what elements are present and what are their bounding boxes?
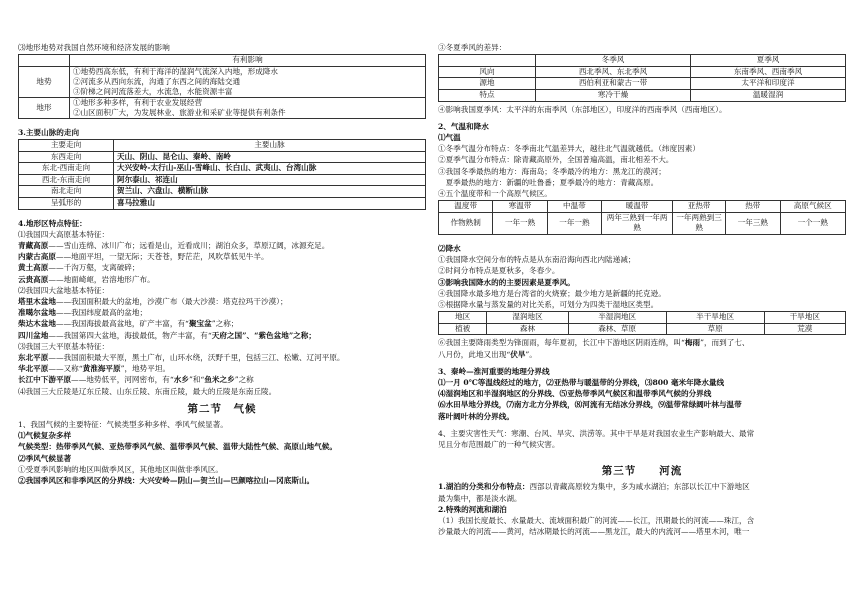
left-column [18,42,426,602]
zone-header: 暖温带 [602,201,673,213]
temperature-line: ①冬季气温分布特点：冬季南北气温差异大，越往北气温就越低。（纬度因素） [438,144,700,154]
zone-cell: 一年一熟 [493,212,547,234]
terrain-impact-item: ③阶梯之间河流落差大，水流急，水能资源丰富 [73,86,233,96]
precip-line: ⑤根据降水量与蒸发量的对比关系，可划分为四类干湿地区类型。 [438,300,659,309]
plateau-line: 云贵高原——地面崎岖，岩溶地形广布。 [18,274,155,284]
temperature-line: ④五个温度带和一个高原气候区。 [438,189,552,198]
terrain-impact-item: ①地形多种多样，有利于农业发展经营 [73,97,203,107]
monsoon-cell: 温暖湿润 [691,89,846,101]
terrain-impact-label: 地势 [19,66,70,97]
monsoon-row-label: 源地 [439,78,536,90]
rivers-section-title: 第三节 河流 [601,465,683,478]
zone-cell: 一年一熟 [547,212,601,234]
monsoon-header: 冬季风 [536,55,691,67]
temp-precip-heading: 2、气温和降水 [438,121,489,131]
terrain-impact-item: ②山区面积广大，为发展林业、旅游业和采矿业等提供有利条件 [73,107,286,117]
mountains-cell: 大兴安岭-太行山-巫山-雪峰山、长白山、武夷山、台湾山脉 [114,163,426,175]
mountains-table [18,139,426,210]
precip-line: ①我国降水空间分布的特点是从东南沿海向西北内陆递减； [438,255,636,265]
zone-header: 温度带 [439,201,493,213]
rivers-line: 沙量最大的河流——黄河，结冰期最长的河流——黑龙江，最大的内流河——塔里木河，唯一 [438,527,750,537]
zone-cell: 一年三熟 [726,212,780,234]
drywet-cell: 森林、草原 [568,323,666,335]
temperature-heading: ⑴气温 [438,132,461,142]
plateau-line: 内蒙古高原——地面平坦，一望无际；天苍苍，野茫茫，风吹草低见牛羊。 [18,252,269,262]
mountains-cell: 喜马拉雅山 [114,197,426,209]
climate-main-features: 1、我国气候的主要特征：气候类型多种多样、季风气候显著。 [18,420,228,430]
drywet-header: 地区 [439,312,487,324]
plain-line: 长江中下游平原——地势低平，河网密布，有“水乡”和“鱼米之乡”之称 [18,375,254,385]
plateau-line: 青藏高原——雪山连绵、冰川广布；远看是山，近看成川；湖泊众多，草原辽阔，冰源充足。 [18,240,330,250]
monsoon-row-label: 特点 [439,89,536,101]
zone-header: 高原气候区 [780,201,846,213]
qinling-line: ⑴一月 0℃等温线经过的地方，⑵亚热带与暖温带的分界线，⑶800 毫米年降水量线 [438,378,725,387]
climate-diverse-heading: ⑴气候复杂多样 [18,431,72,441]
lakes-line: 1.湖泊的分类和分布特点：西部以青藏高原较为集中，多为咸水湖泊；东部以长江中下游地区 [438,482,750,492]
basin-line: 四川盆地——我国第四大盆地，海拔最低，物产丰富，有“天府之国”、“紫色盆地”之称； [18,330,316,340]
temperature-zone-table [438,200,846,235]
monsoon-header: 夏季风 [691,55,846,67]
disaster-line: 见且分布范围最广的一种气候灾害。 [438,440,560,450]
terrain-impact-header: 有利影响 [70,55,426,67]
monsoon-line: ②我国季风区和非季风区的分界线：大兴安岭—阴山—贺兰山—巴颜喀拉山—冈底斯山。 [18,476,315,486]
plain-line: 东北平原——我国面积最大平原，黑土广布，山环水绕，沃野千里，包括三江、松嫩、辽河平原。 [18,353,345,362]
dry-wet-table [438,311,846,335]
drywet-cell: 森林 [487,323,568,335]
terrain-impact-item: ①地势西高东低，有利于海洋的湿润气流深入内地，形成降水 [73,66,279,76]
qinling-heading: 3、秦岭—淮河重要的地理分界线 [438,366,550,376]
monsoon-cell: 寒冷干燥 [536,89,691,101]
direction-cell: 西北-东南走向 [19,174,114,186]
terrain-impact-label: 地形 [19,97,70,118]
drywet-header: 半干旱地区 [666,312,764,324]
monsoon-line: ①受夏季风影响的地区叫做季风区，其他地区叫做非季风区。 [18,464,224,474]
drywet-cell: 植被 [439,323,487,335]
terrain-impact-item: ②河流多从西向东流，沟通了东西之间的海陆交通 [73,76,241,86]
zone-header: 中温带 [547,201,601,213]
monsoon-cell: 太平洋和印度洋 [691,78,846,90]
plateau-intro: ⑴我国四大高原基本特征： [18,229,110,239]
zone-cell: 一年两熟到三熟 [673,212,726,234]
drywet-cell: 荒漠 [764,323,845,335]
monsoon-row-label: 风向 [439,66,536,78]
basin-intro: ⑵我国四大盆地基本特征： [18,285,110,295]
mountains-cell: 天山、阴山、昆仑山、秦岭、南岭 [114,151,426,163]
direction-cell: 东西走向 [19,151,114,163]
temperature-line: ②夏季气温分布特点：除青藏高原外，全国普遍高温，南北相差不大。 [438,155,674,165]
monsoon-heading: ⑵季风气候显著 [18,453,72,463]
zone-cell: 一个一熟 [780,212,846,234]
drywet-cell: 草原 [666,323,764,335]
terrain-impact-table [18,54,426,119]
lakes-line: 最为集中，都是淡水湖。 [438,493,522,503]
disaster-line: 4、主要灾害性天气：寒潮、台风、旱灾、洪涝等。其中干旱是对我国农业生产影响最大、最常 [438,428,755,438]
plateau-line: 黄土高原——千沟万壑，支离破碎； [18,263,140,273]
direction-cell: 南北走向 [19,186,114,198]
mountains-heading: 3.主要山脉的走向 [18,127,80,137]
drywet-header: 半湿润地区 [568,312,666,324]
precip-line: ③影响我国降水的的主要因素是夏季风。 [438,277,575,287]
temperature-line: 夏季最热的地方：新疆的吐鲁番；夏季最冷的地方：青藏高原。 [438,177,659,187]
drywet-header: 干旱地区 [764,312,845,324]
hills-line: ⑷我国三大丘陵是辽东丘陵、山东丘陵、东南丘陵，最大的丘陵是东南丘陵。 [18,386,277,396]
summer-monsoon-line: ④影响我国夏季风：太平洋的东南季风（东部地区），印度洋的西南季风（西南地区）。 [438,104,727,114]
terrain-features-heading: 4.地形区特点特征： [18,218,87,228]
right-column [438,42,846,602]
plain-intro: ⑶我国三大平原基本特征： [18,341,110,351]
mountains-cell: 贺兰山、六盘山、横断山脉 [114,186,426,198]
climate-section-title: 第二节 气候 [187,402,257,415]
basin-line: 塔里木盆地——我国面积最大的盆地，沙漠广布（最大沙漠：塔克拉玛干沙漠）； [18,296,288,306]
zone-cell: 两年三熟到一年两熟 [602,212,673,234]
direction-cell: 东北-西南走向 [19,163,114,175]
direction-cell: 呈弧形的 [19,197,114,209]
precip-heading: ⑵降水 [438,243,461,253]
zone-header: 寒温带 [493,201,547,213]
drywet-header: 湿润地区 [487,312,568,324]
monsoon-diff-heading: ③冬夏季风的差异： [438,43,507,52]
monsoon-table [438,54,846,101]
mountains-cell: 阿尔泰山、祁连山 [114,174,426,186]
meiyu-line: ⑥我国主要降雨类型为锋面雨，每年夏初，长江中下游地区阴雨连绵，叫“梅雨”，而到了七、 [438,338,750,348]
basin-line: 柴达木盆地——我国海拔最高盆地，矿产丰富，有“聚宝盆”之称； [18,319,239,329]
precip-line: ②时间分布特点是夏秋多，冬春少。 [438,266,560,276]
zone-header: 亚热带 [673,201,726,213]
special-rivers-heading: 2.特殊的河流和湖泊 [438,504,507,514]
fuhan-line: 八月份，此地又出现“伏旱”。 [438,349,537,359]
mountains-header: 主要走向 [19,140,114,152]
zone-row-label: 作物熟制 [439,212,493,234]
basin-line: 准噶尔盆地——我国纬度最高的盆地； [18,308,148,318]
temperature-line: ③我国冬季最热的地方：海南岛；冬季最冷的地方：黑龙江的漠河； [438,166,666,176]
qinling-line: 落叶阔叶林的分界线。 [438,411,514,421]
monsoon-cell: 西北季风、东北季风 [536,66,691,78]
monsoon-cell: 东南季风、西南季风 [691,66,846,78]
mountains-header: 主要山脉 [114,140,426,152]
climate-types: 气候类型：热带季风气候、亚热带季风气候、温带季风气候、温带大陆性气候、高原山地气候。 [18,442,337,452]
rivers-line: （1）我国长度最长、水量最大、流域面积最广的河流——长江，汛期最长的河流——珠江，含 [438,516,755,526]
plain-line: 华北平原——又称“黄淮海平原”，地势平坦。 [18,364,171,374]
zone-header: 热带 [726,201,780,213]
qinling-line: ⑷湿润地区和半湿润地区的分界线、⑸亚热带季风气候区和温带季风气候的分界线 [438,389,712,399]
terrain-impact-heading: ⑶地形地势对我国自然环境和经济发展的影响 [18,43,170,52]
precip-line: ④我国降水最多地方是台湾省的火烧寮；最少地方是新疆的托克逊。 [438,288,666,298]
monsoon-cell: 西伯利亚和蒙古一带 [536,78,691,90]
qinling-line: ⑹水田旱地分界线，⑺南方北方分界线，⑻河流有无结冰分界线，⑼温带常绿阔叶林与温带 [438,400,742,410]
